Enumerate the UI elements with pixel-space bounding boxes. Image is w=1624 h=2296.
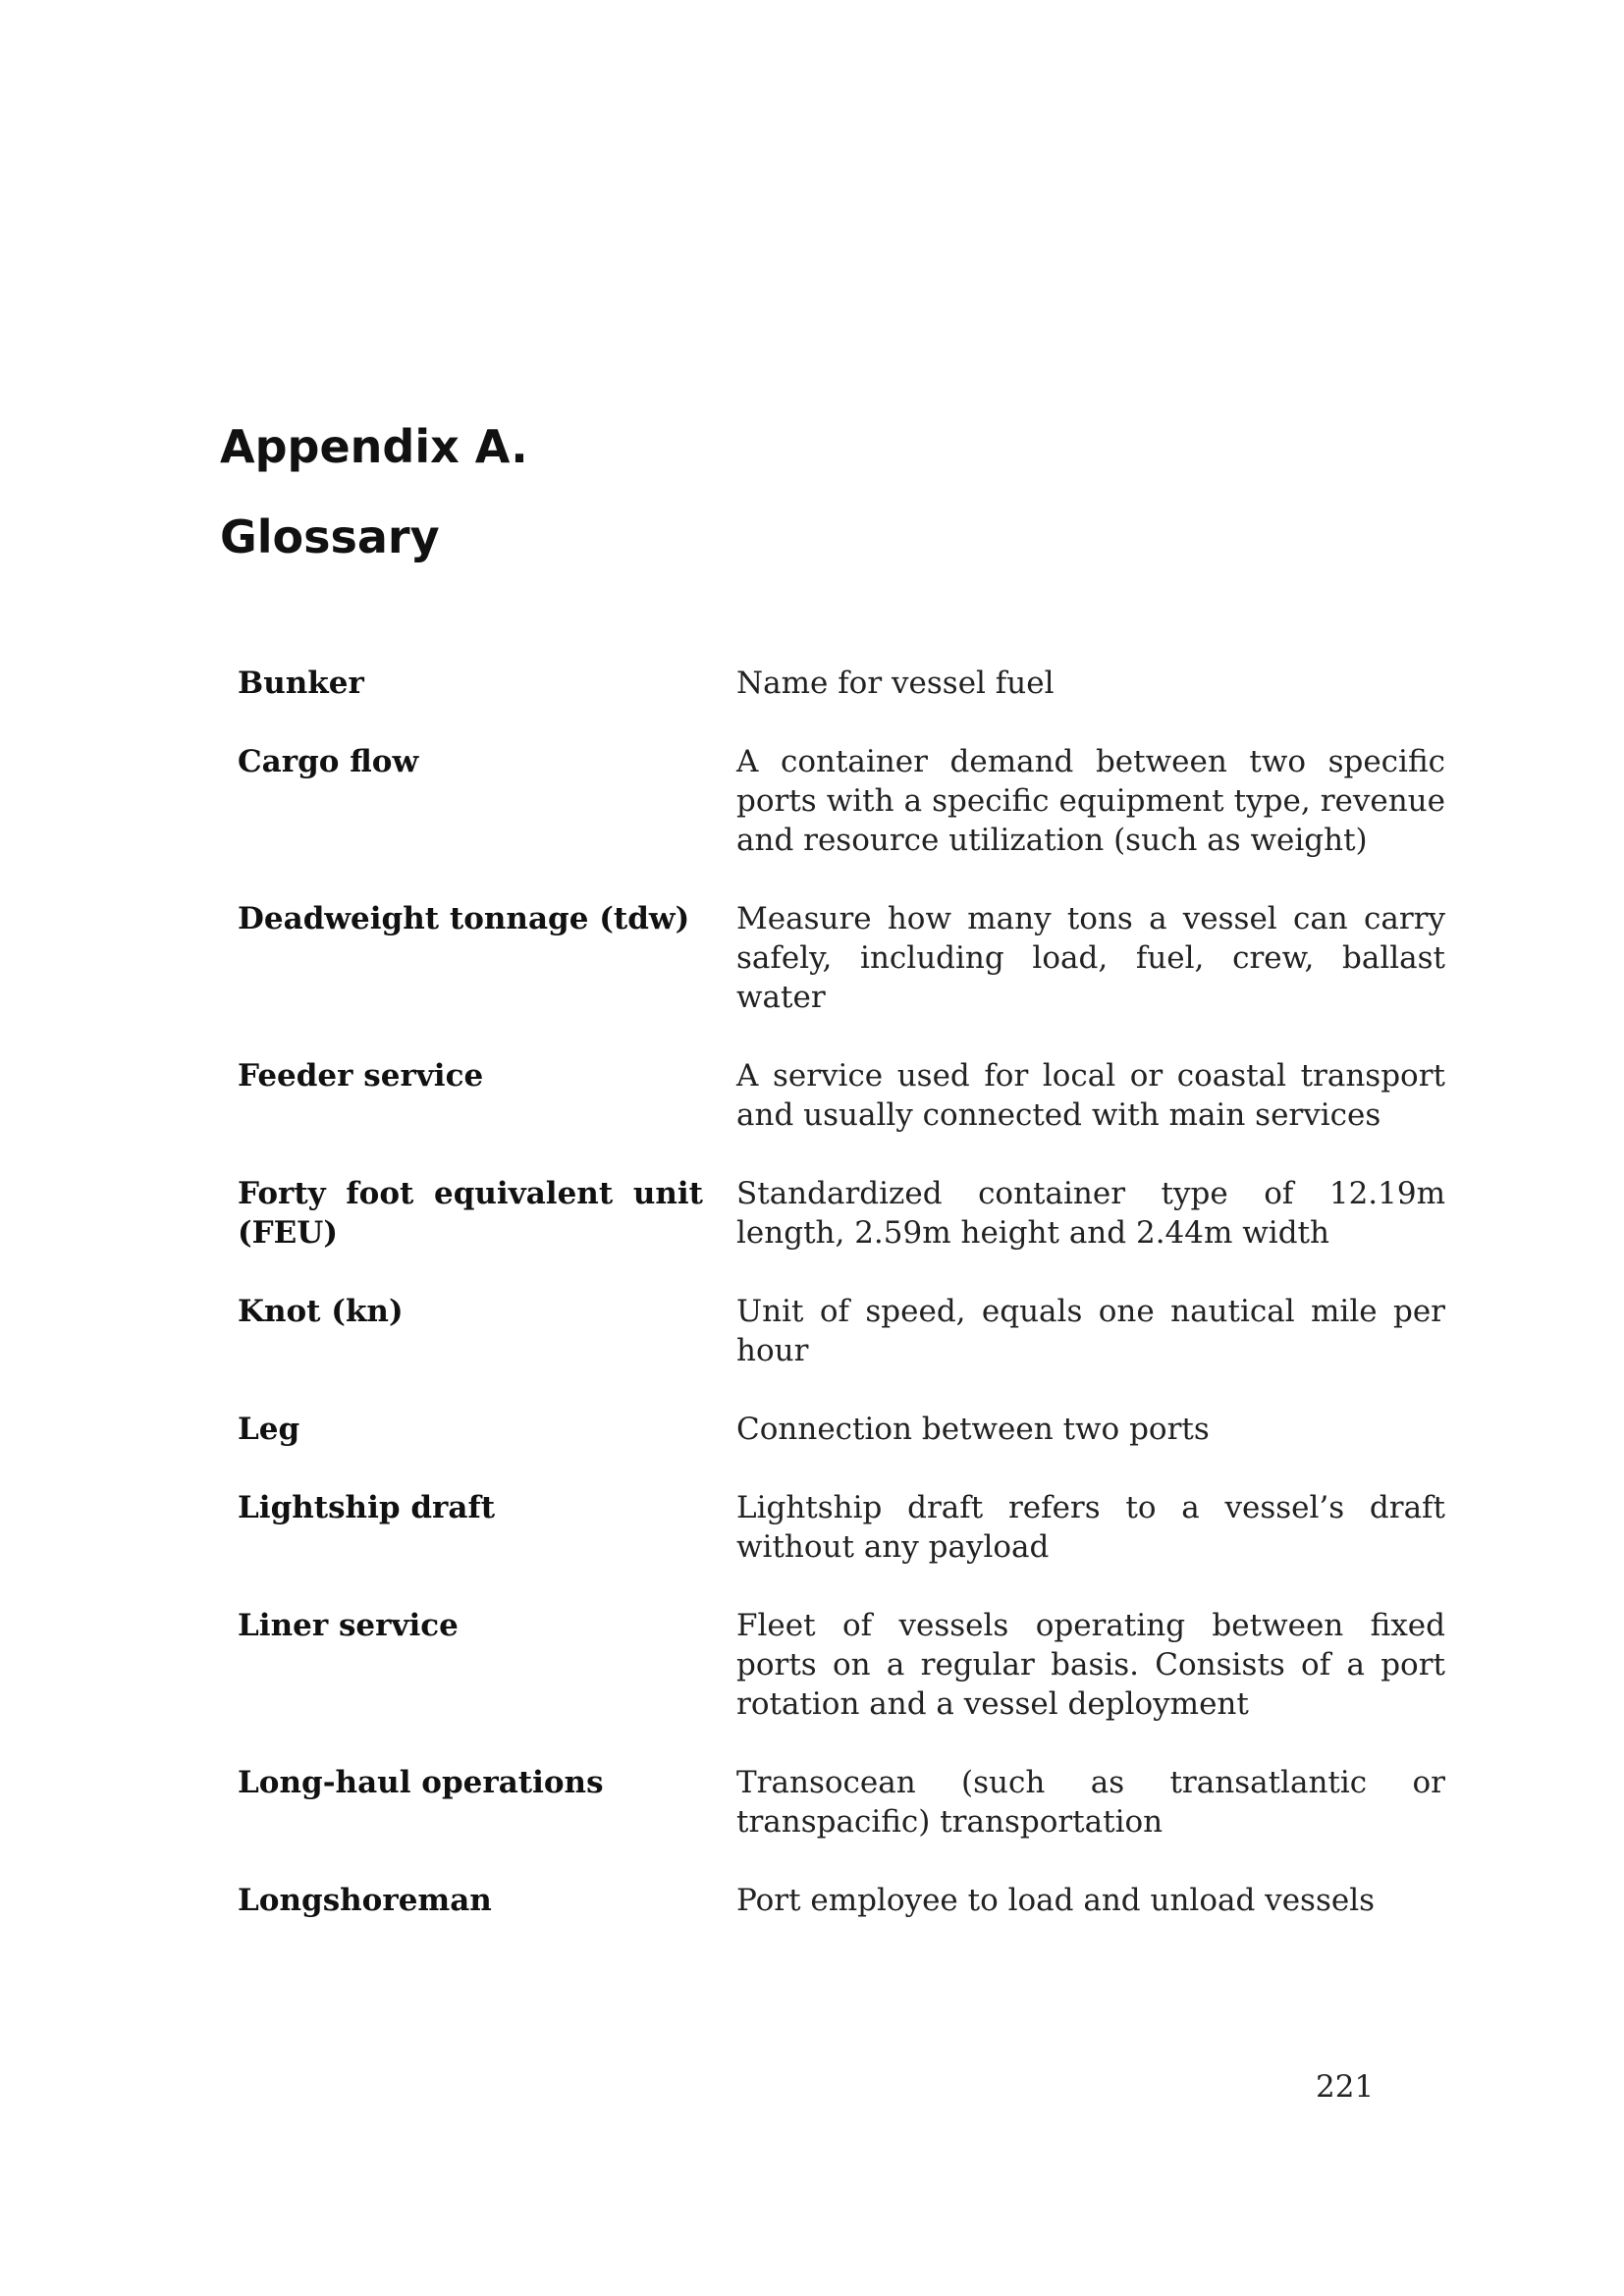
glossary-entry bbox=[238, 1763, 1445, 1842]
glossary-definition: Connection between two ports bbox=[736, 1412, 1210, 1447]
glossary-definition: Measure how many tons a vessel can carry safely, including load, fuel, crew, ballast water bbox=[736, 901, 1445, 1015]
glossary-entry bbox=[238, 1056, 1445, 1135]
page-title: Glossary bbox=[220, 510, 440, 563]
glossary-definition: Lightship draft refers to a vessel’s draft without any payload bbox=[736, 1490, 1445, 1565]
glossary-term: Cargo flow bbox=[238, 744, 419, 779]
appendix-label: Appendix A. bbox=[220, 420, 528, 473]
glossary-definition: Unit of speed, equals one nautical mile per hour bbox=[736, 1294, 1445, 1368]
glossary-term: Leg bbox=[238, 1412, 300, 1447]
glossary-term: Liner service bbox=[238, 1608, 459, 1643]
glossary-entry bbox=[238, 742, 1445, 860]
glossary-entry bbox=[238, 664, 1445, 703]
glossary-term: Feeder service bbox=[238, 1058, 484, 1094]
glossary-entry bbox=[238, 1410, 1445, 1449]
glossary-term: Forty foot equivalent unit (FEU) bbox=[238, 1176, 703, 1251]
glossary-definition: Transocean (such as transatlantic or transpacific) transportation bbox=[736, 1765, 1445, 1840]
glossary-definition: Fleet of vessels operating between fixed ports on a regular basis. Consists of a port rotation and a vessel deployment bbox=[736, 1608, 1445, 1722]
glossary-definition: Name for vessel fuel bbox=[736, 666, 1055, 701]
page-number: 221 bbox=[1316, 2069, 1375, 2105]
glossary-entry bbox=[238, 1488, 1445, 1567]
glossary-entry bbox=[238, 899, 1445, 1017]
glossary-definition: Port employee to load and unload vessels bbox=[736, 1883, 1376, 1918]
glossary-entry bbox=[238, 1881, 1445, 1920]
glossary-term: Knot (kn) bbox=[238, 1294, 404, 1329]
glossary-term: Deadweight tonnage (tdw) bbox=[238, 901, 690, 936]
glossary-entry bbox=[238, 1174, 1445, 1253]
glossary-term: Long-haul operations bbox=[238, 1765, 604, 1800]
glossary-definition: A service used for local or coastal transport and usually connected with main services bbox=[736, 1058, 1445, 1133]
glossary-term: Lightship draft bbox=[238, 1490, 496, 1525]
glossary-definition: Standardized container type of 12.19m length, 2.59m height and 2.44m width bbox=[736, 1176, 1445, 1251]
glossary-term: Longshoreman bbox=[238, 1883, 492, 1918]
glossary-definition: A container demand between two specific ports with a specific equipment type, revenue and resource utilization (such as weight) bbox=[736, 744, 1445, 858]
glossary-term: Bunker bbox=[238, 666, 364, 701]
glossary-list bbox=[238, 664, 1445, 1959]
glossary-entry bbox=[238, 1292, 1445, 1370]
glossary-entry bbox=[238, 1606, 1445, 1724]
